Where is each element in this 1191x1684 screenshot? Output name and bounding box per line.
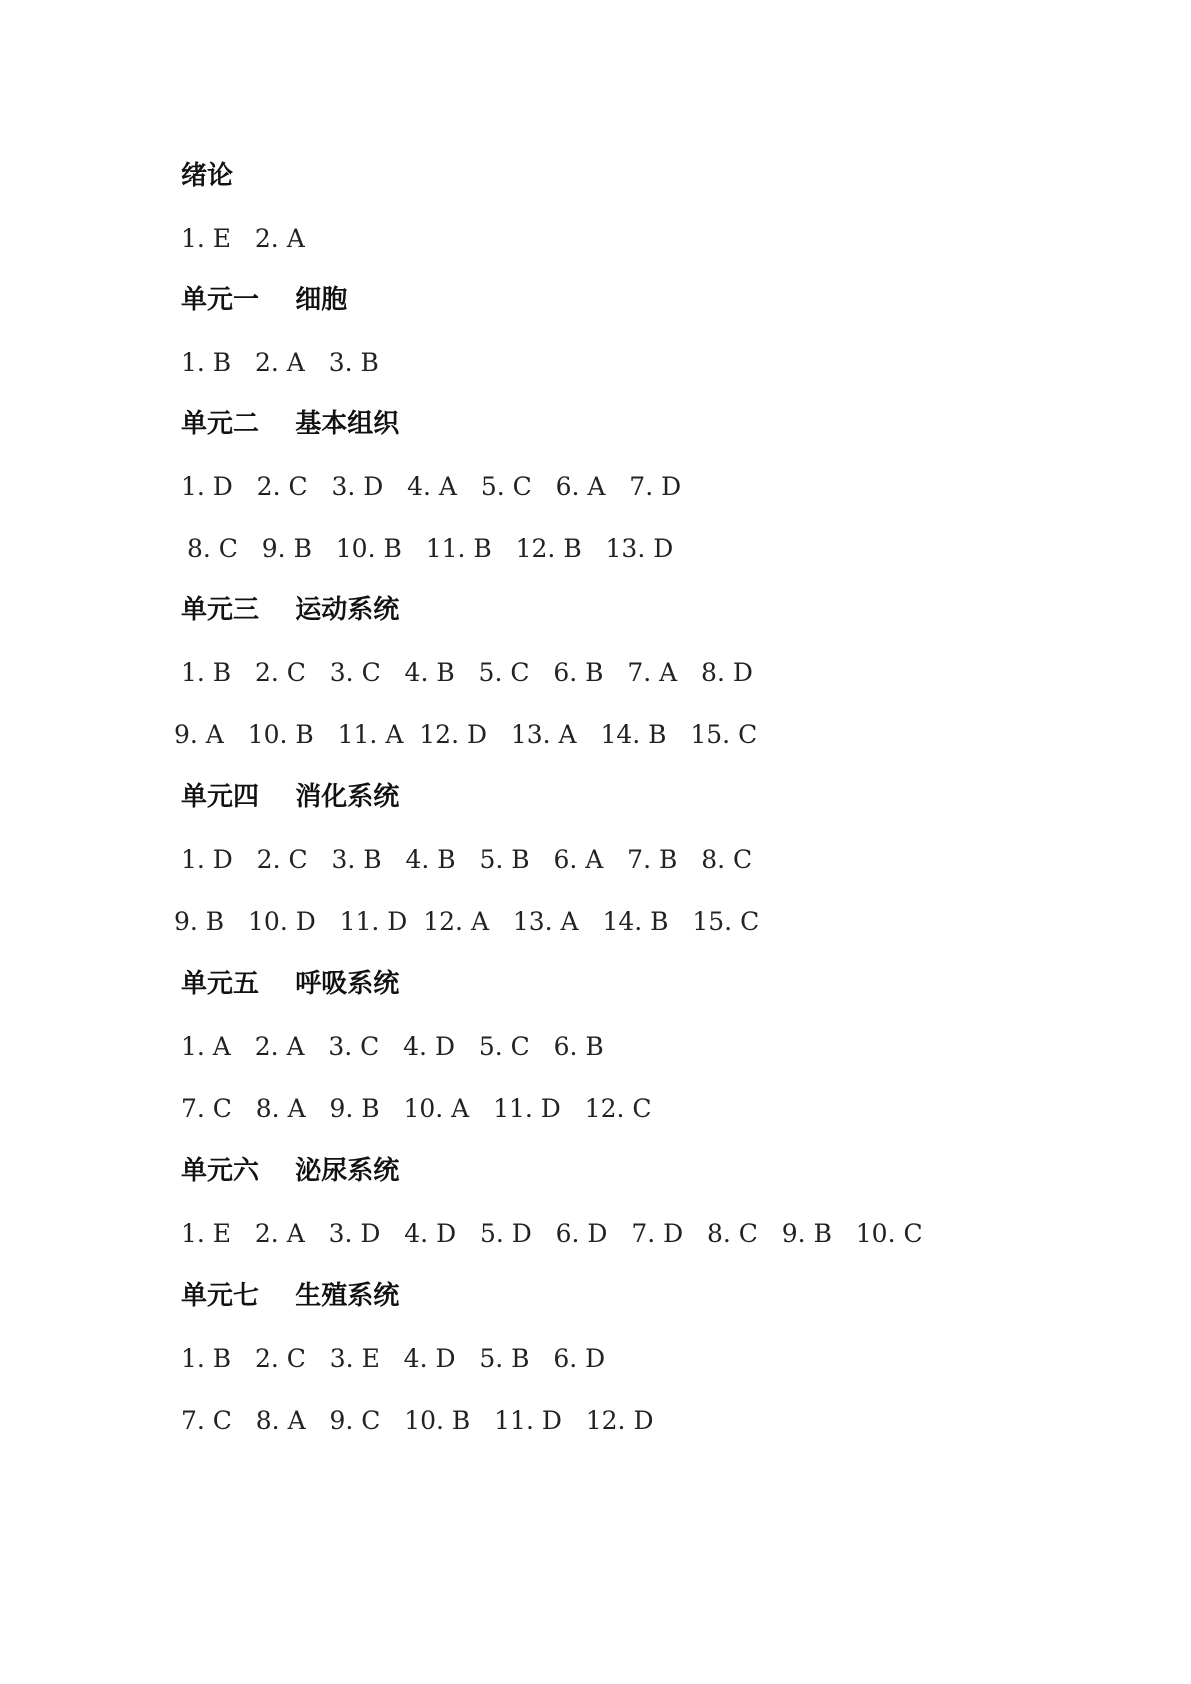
answer-row: 7. C 8. A 9. B 10. A 11. D 12. C — [181, 1094, 652, 1123]
section-heading-unit-2: 单元二 基本组织 — [181, 409, 400, 439]
answer-row: 1. D 2. C 3. D 4. A 5. C 6. A 7. D — [181, 472, 682, 501]
answer-row: 1. A 2. A 3. C 4. D 5. C 6. B — [181, 1032, 604, 1061]
section-heading-unit-4: 单元四 消化系统 — [181, 782, 400, 812]
section-heading-unit-5: 单元五 呼吸系统 — [181, 969, 400, 999]
section-heading-unit-6: 单元六 泌尿系统 — [181, 1156, 400, 1186]
answer-row: 1. E 2. A 3. D 4. D 5. D 6. D 7. D 8. C 9. B 10. C — [181, 1219, 923, 1248]
section-heading-intro: 绪论 — [181, 161, 234, 191]
answer-row: 1. B 2. C 3. C 4. B 5. C 6. B 7. A 8. D — [181, 658, 753, 687]
answer-row: 8. C 9. B 10. B 11. B 12. B 13. D — [187, 534, 674, 563]
answer-row: 1. B 2. A 3. B — [181, 348, 379, 377]
answer-row: 1. E 2. A — [181, 224, 305, 253]
answer-row: 9. A 10. B 11. A 12. D 13. A 14. B 15. C — [174, 720, 758, 749]
section-heading-unit-1: 单元一 细胞 — [181, 285, 348, 315]
section-heading-unit-7: 单元七 生殖系统 — [181, 1281, 400, 1311]
answer-row: 1. B 2. C 3. E 4. D 5. B 6. D — [181, 1344, 606, 1373]
section-heading-unit-3: 单元三 运动系统 — [181, 595, 400, 625]
answer-row: 1. D 2. C 3. B 4. B 5. B 6. A 7. B 8. C — [181, 845, 753, 874]
answer-row: 9. B 10. D 11. D 12. A 13. A 14. B 15. C — [174, 907, 760, 936]
answer-row: 7. C 8. A 9. C 10. B 11. D 12. D — [181, 1406, 654, 1435]
